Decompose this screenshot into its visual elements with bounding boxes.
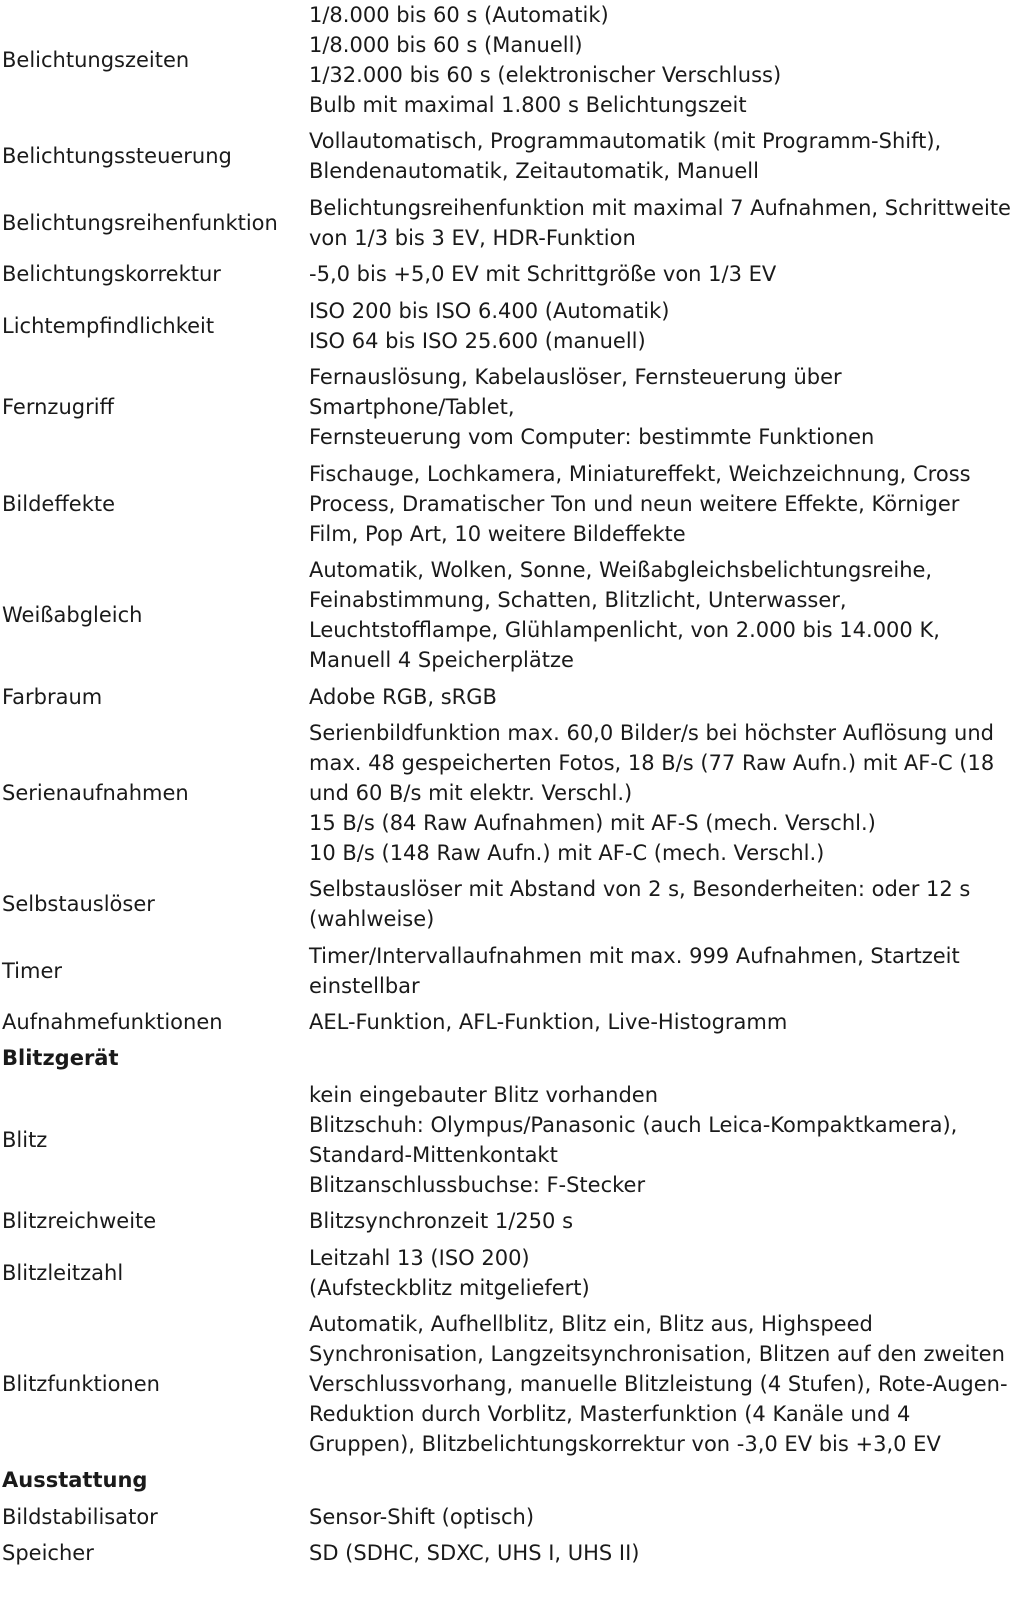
spec-value-line: 10 B/s (148 Raw Aufn.) mit AF-C (mech. Verschl.) (309, 841, 825, 865)
spec-label: Belichtungssteuerung (2, 144, 232, 168)
spec-value-line: 1/8.000 bis 60 s (Manuell) (309, 33, 583, 57)
spec-value-line: 1/32.000 bis 60 s (elektronischer Verschluss) (309, 63, 782, 87)
spec-value-line: Fischauge, Lochkamera, Miniatureffekt, Weichzeichnung, Cross (309, 462, 971, 486)
spec-value-line: und 60 B/s mit elektr. Verschl.) (309, 781, 633, 805)
spec-row (0, 126, 1035, 186)
spec-value-line: (wahlweise) (309, 907, 435, 931)
spec-label: Blitzleitzahl (2, 1261, 124, 1285)
spec-label: Blitz (2, 1128, 48, 1152)
spec-row (0, 941, 1035, 1001)
spec-value-line: Feinabstimmung, Schatten, Blitzlicht, Unterwasser, (309, 588, 847, 612)
section-title-ausstattung: Ausstattung (2, 1468, 148, 1492)
spec-label: Aufnahmefunktionen (2, 1010, 223, 1034)
spec-value (309, 1080, 1035, 1200)
spec-label: Farbraum (2, 685, 103, 709)
spec-value-line: Sensor-Shift (optisch) (309, 1505, 535, 1529)
spec-row (0, 1502, 1035, 1532)
spec-label: Serienaufnahmen (2, 781, 189, 805)
spec-value-line: Manuell 4 Speicherplätze (309, 648, 574, 672)
spec-value-line: Synchronisation, Langzeitsynchronisation, Blitzen auf den zweiten (309, 1342, 1005, 1366)
spec-value-line: ISO 200 bis ISO 6.400 (Automatik) (309, 299, 670, 323)
spec-value-line: 15 B/s (84 Raw Aufnahmen) mit AF-S (mech. Verschl.) (309, 811, 876, 835)
spec-label: Weißabgleich (2, 603, 143, 627)
spec-label: Fernzugriff (2, 395, 115, 419)
spec-label: Timer (2, 959, 63, 983)
spec-value-line: Verschlussvorhang, manuelle Blitzleistung (4 Stufen), Rote-Augen- (309, 1372, 1008, 1396)
spec-label: Bildeffekte (2, 492, 116, 516)
spec-value-line: Automatik, Wolken, Sonne, Weißabgleichsbelichtungsreihe, (309, 558, 933, 582)
spec-label: Belichtungsreihenfunktion (2, 211, 278, 235)
spec-value-line: kein eingebauter Blitz vorhanden (309, 1083, 659, 1107)
section-title-blitzgeraet: Blitzgerät (2, 1046, 119, 1070)
spec-row (0, 1538, 1035, 1568)
spec-row (0, 193, 1035, 253)
spec-value-line: SD (SDHC, SDXC, UHS I, UHS II) (309, 1541, 640, 1565)
spec-value (309, 555, 1035, 675)
spec-value (309, 874, 1035, 934)
spec-value-line: einstellbar (309, 974, 420, 998)
spec-label: Blitzfunktionen (2, 1372, 160, 1396)
spec-value (309, 0, 1035, 120)
spec-row (0, 1206, 1035, 1236)
spec-row (0, 0, 1035, 120)
spec-value-line: Blitzsynchronzeit 1/250 s (309, 1209, 574, 1233)
spec-label: Selbstauslöser (2, 892, 155, 916)
spec-value-line: -5,0 bis +5,0 EV mit Schrittgröße von 1/3 EV (309, 262, 777, 286)
spec-label: Belichtungszeiten (2, 48, 190, 72)
spec-row (0, 718, 1035, 868)
spec-value (309, 1206, 1035, 1236)
spec-value (309, 941, 1035, 1001)
spec-value-line: Leitzahl 13 (ISO 200) (309, 1246, 530, 1270)
spec-row (0, 874, 1035, 934)
spec-row (0, 296, 1035, 356)
spec-value (309, 126, 1035, 186)
spec-value (309, 259, 1035, 289)
spec-label: Belichtungskorrektur (2, 262, 221, 286)
spec-value-line: Fernsteuerung vom Computer: bestimmte Funktionen (309, 425, 875, 449)
spec-value (309, 296, 1035, 356)
spec-value-line: Belichtungsreihenfunktion mit maximal 7 Aufnahmen, Schrittweite (309, 196, 1011, 220)
spec-value (309, 718, 1035, 868)
spec-value (309, 193, 1035, 253)
spec-value-line: (Aufsteckblitz mitgeliefert) (309, 1276, 590, 1300)
spec-value-line: Gruppen), Blitzbelichtungskorrektur von -3,0 EV bis +3,0 EV (309, 1432, 941, 1456)
spec-row (0, 362, 1035, 452)
spec-value-line: Serienbildfunktion max. 60,0 Bilder/s bei höchster Auflösung und (309, 721, 994, 745)
spec-row (0, 459, 1035, 549)
spec-value-line: max. 48 gespeicherten Fotos, 18 B/s (77 Raw Aufn.) mit AF-C (18 (309, 751, 995, 775)
spec-row (0, 1243, 1035, 1303)
spec-label: Blitzreichweite (2, 1209, 157, 1233)
spec-value-line: Automatik, Aufhellblitz, Blitz ein, Blitz aus, Highspeed (309, 1312, 873, 1336)
spec-row (0, 1007, 1035, 1037)
spec-value-line: 1/8.000 bis 60 s (Automatik) (309, 3, 609, 27)
spec-row (0, 1080, 1035, 1200)
spec-value-line: Reduktion durch Vorblitz, Masterfunktion (4 Kanäle und 4 (309, 1402, 911, 1426)
spec-value-line: Blitzschuh: Olympus/Panasonic (auch Leica-Kompaktkamera), (309, 1113, 958, 1137)
spec-value (309, 459, 1035, 549)
spec-value-line: Film, Pop Art, 10 weitere Bildeffekte (309, 522, 686, 546)
spec-value (309, 682, 1035, 712)
spec-value-line: ISO 64 bis ISO 25.600 (manuell) (309, 329, 646, 353)
spec-value-line: Selbstauslöser mit Abstand von 2 s, Besonderheiten: oder 12 s (309, 877, 971, 901)
spec-value-line: Process, Dramatischer Ton und neun weitere Effekte, Körniger (309, 492, 960, 516)
spec-row (0, 1309, 1035, 1459)
spec-label: Bildstabilisator (2, 1505, 158, 1529)
spec-value-line: Smartphone/Tablet, (309, 395, 515, 419)
spec-value-line: Blitzanschlussbuchse: F-Stecker (309, 1173, 646, 1197)
spec-value-line: Timer/Intervallaufnahmen mit max. 999 Aufnahmen, Startzeit (309, 944, 960, 968)
spec-value-line: AEL-Funktion, AFL-Funktion, Live-Histogramm (309, 1010, 788, 1034)
spec-label: Lichtempfindlichkeit (2, 314, 215, 338)
spec-row (0, 682, 1035, 712)
spec-value-line: Bulb mit maximal 1.800 s Belichtungszeit (309, 93, 747, 117)
spec-value-line: von 1/3 bis 3 EV, HDR-Funktion (309, 226, 636, 250)
spec-value (309, 1243, 1035, 1303)
spec-value (309, 1007, 1035, 1037)
spec-value-line: Leuchtstofflampe, Glühlampenlicht, von 2.000 bis 14.000 K, (309, 618, 940, 642)
spec-row (0, 555, 1035, 675)
spec-row (0, 259, 1035, 289)
spec-value-line: Standard-Mittenkontakt (309, 1143, 558, 1167)
spec-value-line: Fernauslösung, Kabelauslöser, Fernsteuerung über (309, 365, 842, 389)
spec-value (309, 362, 1035, 452)
spec-value (309, 1538, 1035, 1568)
spec-value-line: Blendenautomatik, Zeitautomatik, Manuell (309, 159, 759, 183)
spec-value (309, 1309, 1035, 1459)
spec-value-line: Vollautomatisch, Programmautomatik (mit Programm-Shift), (309, 129, 942, 153)
spec-value-line: Adobe RGB, sRGB (309, 685, 497, 709)
spec-label: Speicher (2, 1541, 94, 1565)
spec-value (309, 1502, 1035, 1532)
